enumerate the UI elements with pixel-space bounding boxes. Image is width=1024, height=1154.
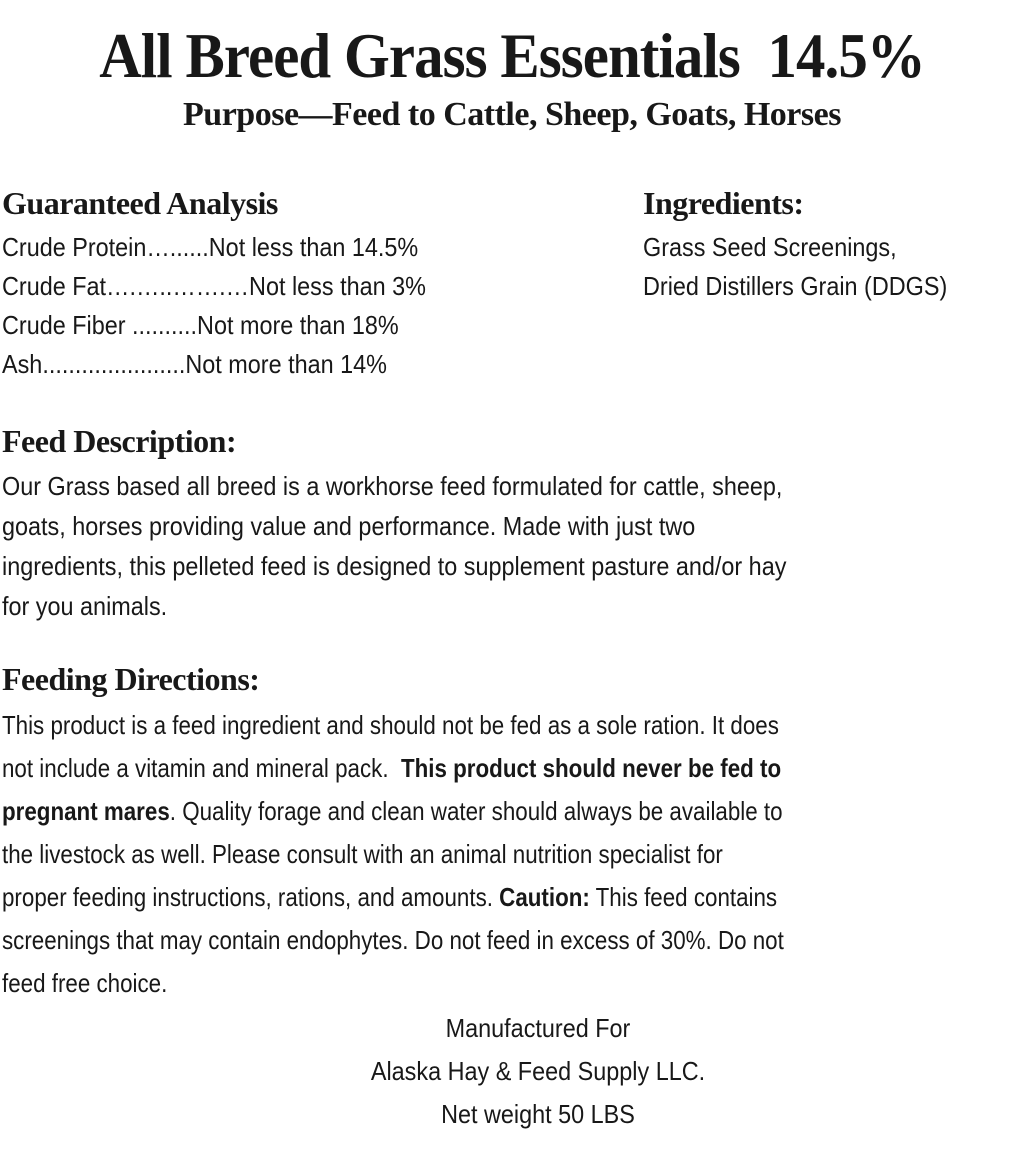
feed-description-heading: Feed Description: [2, 423, 237, 459]
text-line: feed free choice. [2, 968, 168, 998]
text-line: Grass Seed Screenings, [643, 232, 897, 262]
ingredients-list [643, 228, 1022, 306]
text-line: Crude Fat….…..…….…Not less than 3% [2, 271, 426, 301]
text-line: Dried Distillers Grain (DDGS) [643, 271, 948, 301]
text-line: proper feeding instructions, rations, and amounts. Caution: This feed contains [2, 882, 778, 912]
ingredients-column [643, 186, 1022, 384]
manufacturer-info [0, 1007, 1024, 1136]
product-title: All Breed Grass Essentials 14.5% [99, 20, 925, 91]
text-line: ingredients, this pelleted feed is designed to supplement pasture and/or hay [2, 551, 787, 581]
text-line: Net weight 50 LBS [441, 1099, 635, 1129]
feed-description-section [0, 424, 1024, 626]
feeding-directions-section [0, 662, 1024, 1005]
guaranteed-analysis-heading: Guaranteed Analysis [2, 185, 278, 221]
text-line: Alaska Hay & Feed Supply LLC. [370, 1056, 706, 1086]
text-line: Our Grass based all breed is a workhorse feed formulated for cattle, sheep, [2, 471, 783, 501]
text-line: Manufactured For [445, 1013, 631, 1043]
text-line: This product is a feed ingredient and should not be fed as a sole ration. It does [2, 710, 779, 740]
text-line: goats, horses providing value and performance. Made with just two [2, 511, 696, 541]
text-line: pregnant mares. Quality forage and clean water should always be available to [2, 796, 783, 826]
text-line: not include a vitamin and mineral pack. This product should never be fed to [2, 753, 782, 783]
ingredients-heading: Ingredients: [643, 185, 804, 221]
text-line: screenings that may contain endophytes. Do not feed in excess of 30%. Do not [2, 925, 784, 955]
guaranteed-analysis-column [2, 186, 643, 384]
feeding-directions-paragraph [2, 704, 1022, 1005]
analysis-and-ingredients-section [0, 186, 1024, 384]
text-line: the livestock as well. Please consult with an animal nutrition specialist for [2, 839, 723, 869]
feeding-directions-heading: Feeding Directions: [2, 661, 260, 697]
text-line: Crude Fiber ..........Not more than 18% [2, 310, 399, 340]
text-line: Crude Protein…......Not less than 14.5% [2, 232, 419, 262]
purpose-subtitle: Purpose—Feed to Cattle, Sheep, Goats, Horses [183, 96, 841, 133]
guaranteed-analysis-rows [2, 228, 643, 384]
text-line: for you animals. [2, 591, 168, 621]
text-line: Ash......................Not more than 14% [2, 349, 387, 379]
feed-description-paragraph [2, 466, 1022, 626]
